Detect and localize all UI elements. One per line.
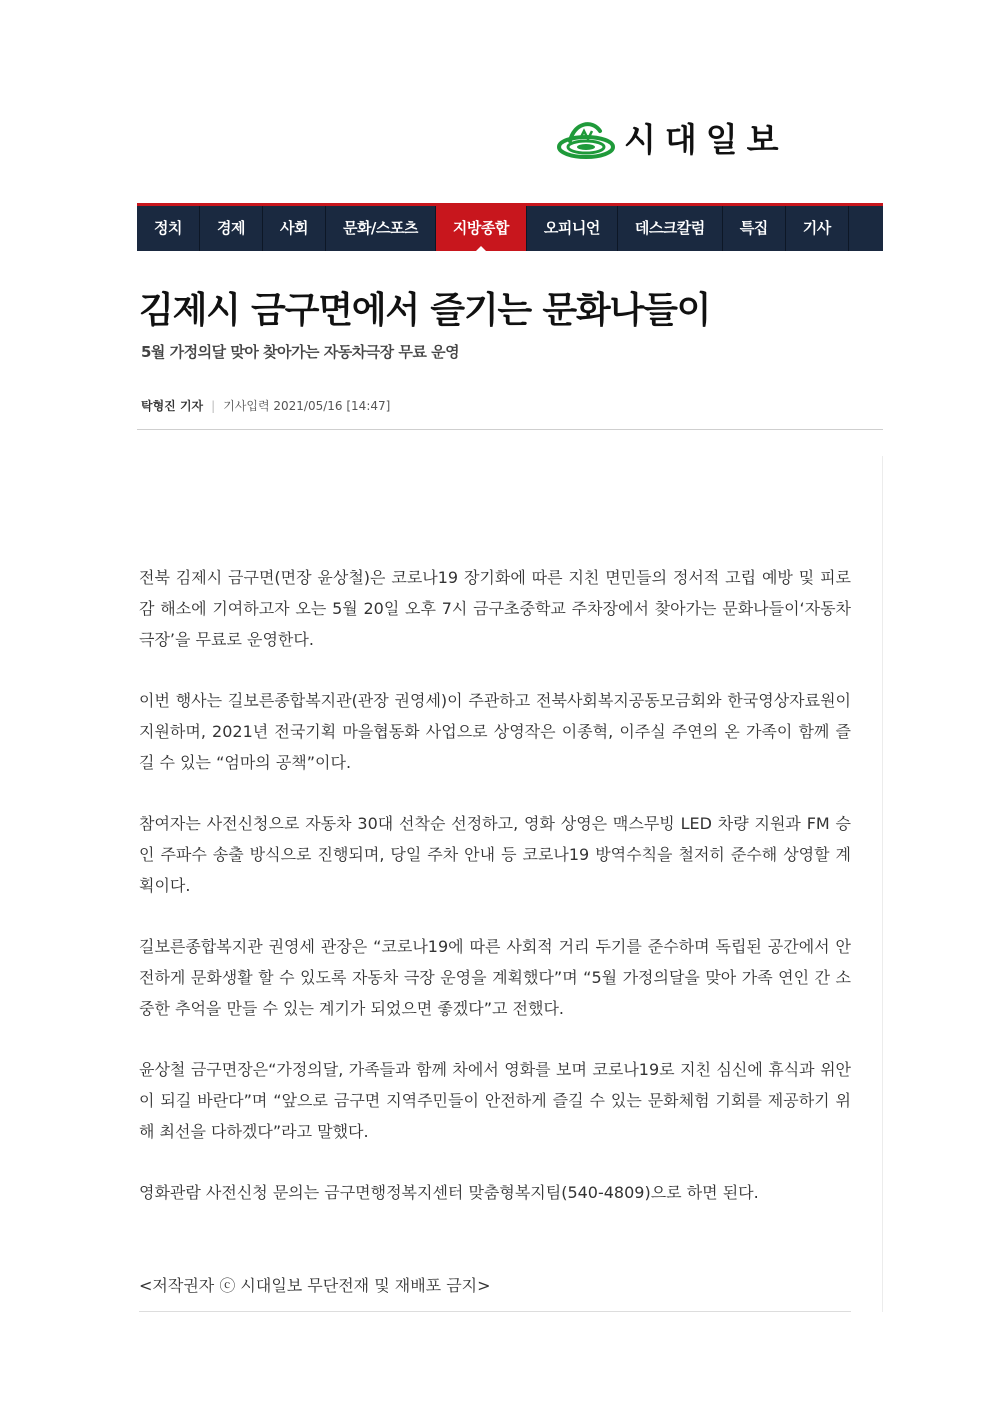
site-logo[interactable] <box>556 116 788 164</box>
nav-item-0[interactable]: 정치 <box>137 206 200 251</box>
author-link[interactable]: 탁형진 기자 <box>141 399 204 413</box>
byline-separator: | <box>211 399 216 413</box>
footer-divider <box>139 1311 851 1312</box>
nav-item-7[interactable]: 특집 <box>723 206 786 251</box>
published-label: 기사입력 <box>223 399 270 413</box>
article-body <box>139 562 851 1238</box>
published-date: 2021/05/16 [14:47] <box>273 399 391 413</box>
nav-item-8[interactable]: 기사 <box>786 206 849 251</box>
main-nav <box>137 203 883 251</box>
header-divider <box>137 429 883 430</box>
site-name: 시대일보 <box>624 120 788 159</box>
copyright-notice: <저작권자 ⓒ 시대일보 무단전재 및 재배포 금지> <box>139 1276 491 1295</box>
nav-item-1[interactable]: 경제 <box>200 206 263 251</box>
article-subtitle: 5월 가정의달 맞아 찾아가는 자동차극장 무료 운영 <box>141 343 460 361</box>
nav-item-6[interactable]: 데스크칼럼 <box>618 206 723 251</box>
green-globe-logo-icon <box>556 117 616 163</box>
nav-item-4[interactable]: 지방종합 <box>436 206 527 251</box>
byline <box>141 397 390 415</box>
article-title: 김제시 금구면에서 즐기는 문화나들이 <box>139 290 711 331</box>
nav-item-5[interactable]: 오피니언 <box>527 206 618 251</box>
article-paragraph: 이번 행사는 길보른종합복지관(관장 권영세)이 주관하고 전북사회복지공동모금회와 한국영상자료원이 지원하며, 2021년 전국기획 마을협동화 사업으로 상영작은 이종혁, 이주실 주연의 온 가족이 함께 즐길 수 있는 “엄마의 공책”이다. <box>139 691 851 772</box>
article-paragraph: 전북 김제시 금구면(면장 윤상철)은 코로나19 장기화에 따른 지친 면민들의 정서적 고립 예방 및 피로감 해소에 기여하고자 오는 5월 20일 오후 7시 금구초중학교 주차장에서 찾아가는 문화나들이‘자동차극장’을 무료로 운영한다. <box>139 568 851 649</box>
side-divider <box>882 456 883 1312</box>
article-paragraph: 참여자는 사전신청으로 자동차 30대 선착순 선정하고, 영화 상영은 맥스무빙 LED 차량 지원과 FM 승인 주파수 송출 방식으로 진행되며, 당일 주차 안내 등 코로나19 방역수칙을 철저히 준수해 상영할 계획이다. <box>139 814 851 895</box>
article-paragraph: 영화관람 사전신청 문의는 금구면행정복지센터 맞춤형복지팀(540-4809)으로 하면 된다. <box>139 1183 759 1202</box>
article-paragraph: 윤상철 금구면장은“가정의달, 가족들과 함께 차에서 영화를 보며 코로나19로 지친 심신에 휴식과 위안이 되길 바란다”며 “앞으로 금구면 지역주민들이 안전하게 즐길 수 있는 문화체험 기회를 제공하기 위해 최선을 다하겠다”라고 말했다. <box>139 1060 851 1141</box>
nav-item-2[interactable]: 사회 <box>263 206 326 251</box>
article-paragraph: 길보른종합복지관 권영세 관장은 “코로나19에 따른 사회적 거리 두기를 준수하며 독립된 공간에서 안전하게 문화생활 할 수 있도록 자동차 극장 운영을 계획했다”며 “5월 가정의달을 맞아 가족 연인 간 소중한 추억을 만들 수 있는 계기가 되었으면 좋겠다”고 전했다. <box>139 937 851 1018</box>
nav-item-3[interactable]: 문화/스포츠 <box>326 206 436 251</box>
